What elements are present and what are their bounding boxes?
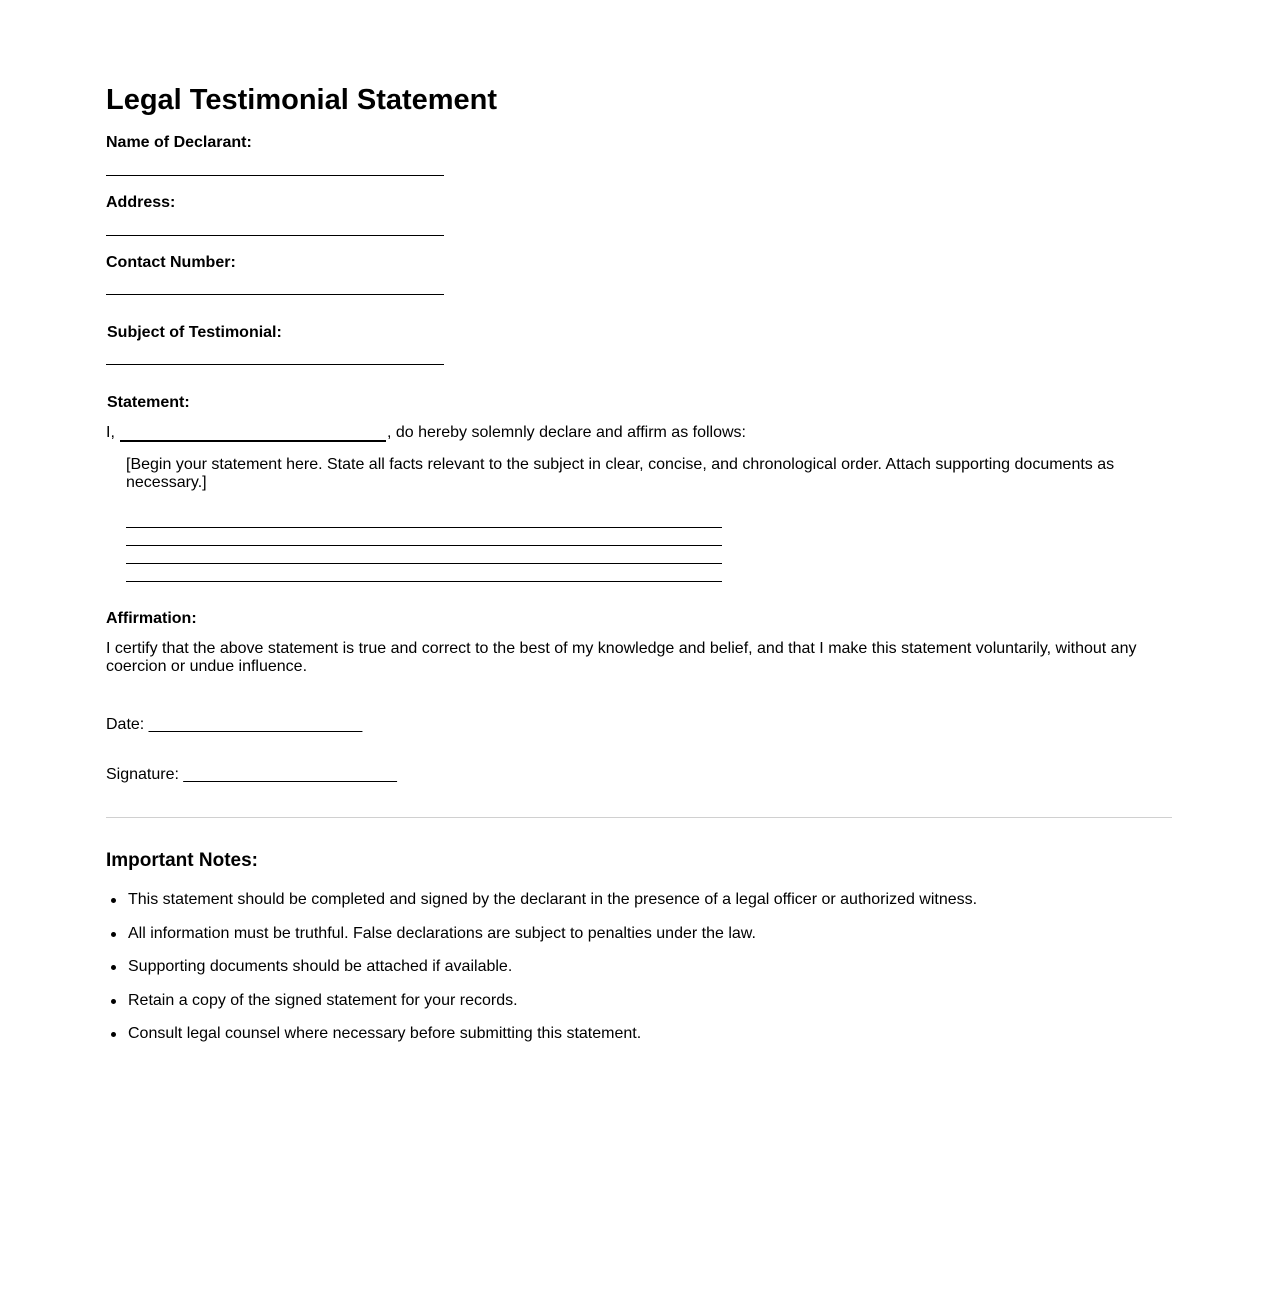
date-row — [106, 716, 362, 734]
declarant-name-blank[interactable] — [120, 440, 386, 442]
statement-line[interactable] — [126, 527, 722, 528]
declaration-suffix: , do hereby solemnly declare and affirm as follows: — [387, 424, 746, 441]
affirmation-label: Affirmation: — [106, 610, 197, 627]
contact-number-label: Contact Number: — [106, 254, 236, 271]
name-of-declarant-field[interactable] — [106, 175, 444, 176]
address-label: Address: — [106, 194, 176, 211]
note-item — [128, 957, 512, 977]
note-text: This statement should be completed and signed by the declarant in the presence of a legal officer or authorized witness. — [128, 891, 978, 908]
note-item — [128, 890, 977, 910]
subject-of-testimonial-label: Subject of Testimonial: — [107, 324, 282, 341]
affirmation-text: I certify that the above statement is true and correct to the best of my knowledge and belief, and that I make this statement voluntarily, without any coercion or undue influence. — [106, 640, 1137, 675]
bullet-icon — [111, 999, 116, 1004]
section-divider — [106, 817, 1172, 818]
contact-number-field[interactable] — [106, 294, 444, 295]
date-label: Date: — [106, 716, 145, 733]
bullet-icon — [111, 965, 116, 970]
address-field[interactable] — [106, 235, 444, 236]
bullet-icon — [111, 932, 116, 937]
statement-instructions: [Begin your statement here. State all facts relevant to the subject in clear, concise, and chronological order. Attach supporting documents as necessary.] — [126, 456, 1115, 491]
statement-label: Statement: — [107, 394, 190, 411]
signature-label: Signature: — [106, 766, 179, 783]
signature-field[interactable]: ________________________ — [183, 766, 397, 783]
important-notes-heading: Important Notes: — [106, 850, 258, 871]
declaration-prefix: I, — [106, 424, 115, 441]
statement-line[interactable] — [126, 563, 722, 564]
note-item — [128, 924, 756, 944]
subject-of-testimonial-field[interactable] — [106, 364, 444, 365]
note-text: All information must be truthful. False declarations are subject to penalties under the law. — [128, 925, 756, 942]
name-of-declarant-label: Name of Declarant: — [106, 134, 252, 151]
signature-row — [106, 766, 397, 784]
bullet-icon — [111, 1032, 116, 1037]
note-item — [128, 991, 518, 1011]
date-field[interactable]: ________________________ — [148, 716, 363, 733]
note-text: Supporting documents should be attached if available. — [128, 958, 513, 975]
page-title: Legal Testimonial Statement — [106, 84, 498, 116]
note-item — [128, 1024, 641, 1044]
bullet-icon — [111, 898, 116, 903]
statement-line[interactable] — [126, 545, 722, 546]
statement-line[interactable] — [126, 581, 722, 582]
note-text: Retain a copy of the signed statement for your records. — [128, 992, 518, 1009]
note-text: Consult legal counsel where necessary before submitting this statement. — [128, 1025, 642, 1042]
